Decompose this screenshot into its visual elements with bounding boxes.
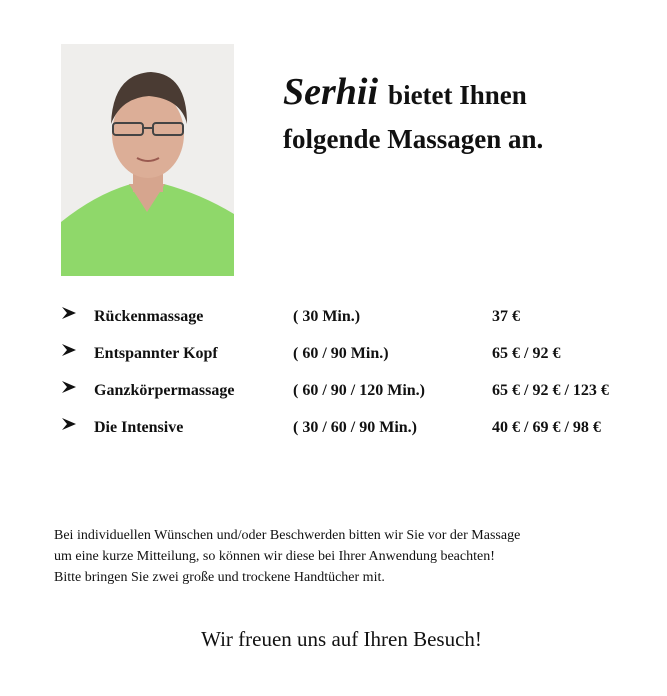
service-name: Die Intensive	[94, 419, 184, 436]
service-name: Entspannter Kopf	[94, 345, 218, 362]
note-line: Bei individuellen Wünschen und/oder Beschwerden bitten wir Sie vor der Massage	[54, 528, 521, 543]
closing-message: Wir freuen uns auf Ihren Besuch!	[201, 627, 482, 651]
service-row	[61, 374, 661, 411]
service-row	[61, 300, 661, 337]
note-line: Bitte bringen Sie zwei große und trockene Handtücher mit.	[54, 570, 385, 585]
arrowhead-bullet-icon	[61, 417, 77, 431]
notes-paragraph	[54, 525, 520, 588]
service-price: 65 € / 92 € / 123 €	[492, 382, 609, 399]
service-name: Ganzkörpermassage	[94, 382, 235, 399]
heading-line-1	[283, 70, 543, 117]
service-row	[61, 337, 661, 374]
service-duration: ( 30 / 60 / 90 Min.)	[293, 419, 417, 436]
arrowhead-bullet-icon	[61, 380, 77, 394]
heading-line-2: folgende Massagen an.	[283, 124, 544, 154]
heading-line-1-rest: bietet Ihnen	[388, 80, 527, 110]
arrowhead-bullet-icon	[61, 343, 77, 357]
service-duration: ( 30 Min.)	[293, 308, 361, 325]
service-price: 40 € / 69 € / 98 €	[492, 419, 601, 436]
note-line: um eine kurze Mitteilung, so können wir diese bei Ihrer Anwendung beachten!	[54, 549, 495, 564]
arrowhead-bullet-icon	[61, 306, 77, 320]
service-price: 65 € / 92 €	[492, 345, 561, 362]
service-duration: ( 60 / 90 Min.)	[293, 345, 389, 362]
service-list	[61, 300, 661, 448]
service-price: 37 €	[492, 308, 520, 325]
therapist-photo	[61, 44, 234, 276]
service-row	[61, 411, 661, 448]
page-heading	[283, 70, 543, 161]
therapist-name: Serhii	[283, 71, 379, 113]
service-name: Rückenmassage	[94, 308, 204, 325]
service-duration: ( 60 / 90 / 120 Min.)	[293, 382, 425, 399]
